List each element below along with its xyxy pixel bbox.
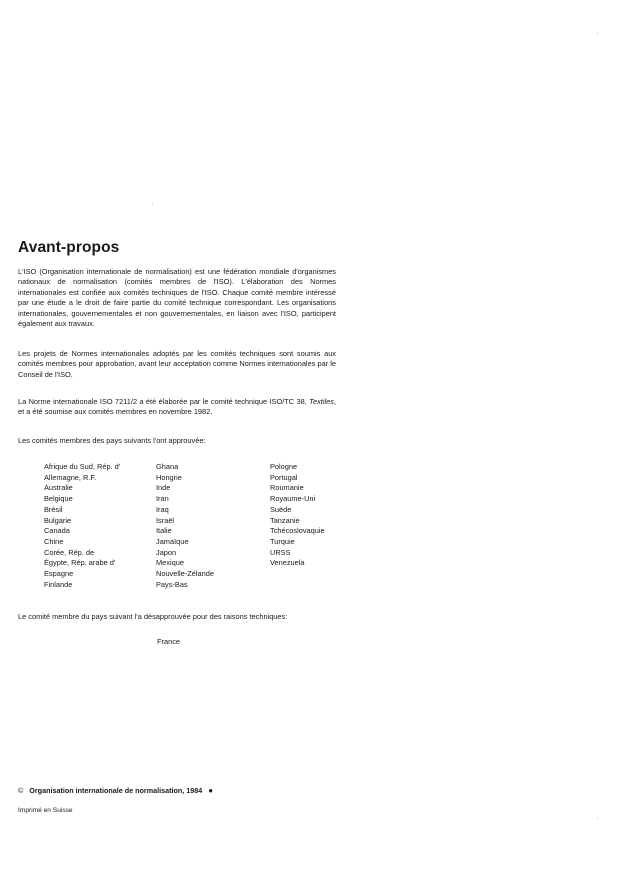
country-item: Portugal: [270, 472, 298, 482]
copyright-line: [18, 786, 213, 796]
country-item: Italie: [156, 526, 172, 536]
country-item: Roumanie: [270, 483, 304, 493]
country-list-column-2: [156, 462, 214, 590]
copyright-text: Organisation internationale de normalisation, 1984: [29, 786, 203, 795]
country-item: Brésil: [44, 504, 63, 514]
standard-text-start: La Norme internationale ISO 7211/2 a été élaborée par le comité technique ISO/TC 38,: [18, 397, 310, 406]
country-item: Bulgarie: [44, 515, 72, 525]
country-item: Allemagne, R.F.: [44, 472, 97, 482]
standard-paragraph: [18, 397, 336, 418]
country-item: Iraq: [156, 504, 169, 514]
country-item: Turquie: [270, 536, 295, 546]
country-item: Égypte, Rép. arabe d': [44, 558, 116, 568]
country-item: Pologne: [270, 462, 298, 471]
standard-text-end: , et a été soumise aux comités membres en novembre 1982.: [18, 397, 336, 417]
country-item: Australie: [44, 483, 73, 493]
country-item: Hongrie: [156, 472, 182, 482]
country-item: Venezuela: [270, 558, 305, 568]
disapproving-country: France: [157, 637, 181, 646]
country-item: Inde: [156, 483, 171, 493]
country-item: Chine: [44, 536, 64, 546]
country-item: Tchécoslovaquie: [270, 526, 325, 536]
country-item: URSS: [270, 547, 291, 557]
country-item: Afrique du Sud, Rép. d': [44, 462, 121, 471]
bullet-icon: ●: [208, 786, 214, 795]
committee-name: Textiles: [309, 397, 334, 406]
disapproval-intro: Le comité membre du pays suivant l'a désapprouvée pour des raisons techniques:: [18, 612, 288, 621]
country-item: Japon: [156, 547, 177, 557]
intro-paragraph: L'ISO (Organisation internationale de normalisation) est une fédération mondiale d'organismes nationaux de normalisation (comités membres de l'ISO). L'élaboration des Normes internationales est confiée aux comités techniques de l'ISO. Chaque comité membre intéressé par une étude a le droit de faire partie du comité technique correspondant. Les organisations internationales, gouvernementales et non gouvernementales, en liaison avec l'ISO, participent également aux travaux.: [18, 267, 336, 329]
country-item: Mexique: [156, 558, 184, 568]
country-item: Pays-Bas: [156, 579, 188, 589]
imprint-text: Imprimé en Suisse: [18, 807, 73, 814]
country-item: Finlande: [44, 579, 73, 589]
country-item: Royaume-Uni: [270, 494, 316, 504]
scan-speck: [597, 818, 598, 819]
country-item: Nouvelle-Zélande: [156, 569, 214, 579]
country-item: Belgique: [44, 494, 73, 504]
country-item: Corée, Rép. de: [44, 547, 95, 557]
approval-paragraph: Les projets de Normes internationales adoptés par les comités techniques sont soumis aux comités membres pour approbation, avant leur acceptation comme Normes internationales par le Conseil de l'ISO.: [18, 349, 336, 379]
country-item: Tanzanie: [270, 515, 300, 525]
approvals-intro: Les comités membres des pays suivants l'ont approuvée:: [18, 436, 206, 445]
country-item: Canada: [44, 526, 70, 536]
country-item: Ghana: [156, 462, 179, 471]
country-list-column-1: [44, 462, 120, 590]
country-item: Jamaïque: [156, 536, 189, 546]
page-title: Avant-propos: [18, 239, 120, 256]
country-item: Iran: [156, 494, 169, 504]
country-list-column-3: [270, 462, 325, 569]
scan-speck: [597, 33, 598, 34]
country-item: Espagne: [44, 569, 74, 579]
country-item: Israël: [156, 515, 175, 525]
country-item: Suède: [270, 504, 292, 514]
copyright-icon: ©: [18, 786, 24, 795]
scan-speck: [152, 203, 153, 204]
